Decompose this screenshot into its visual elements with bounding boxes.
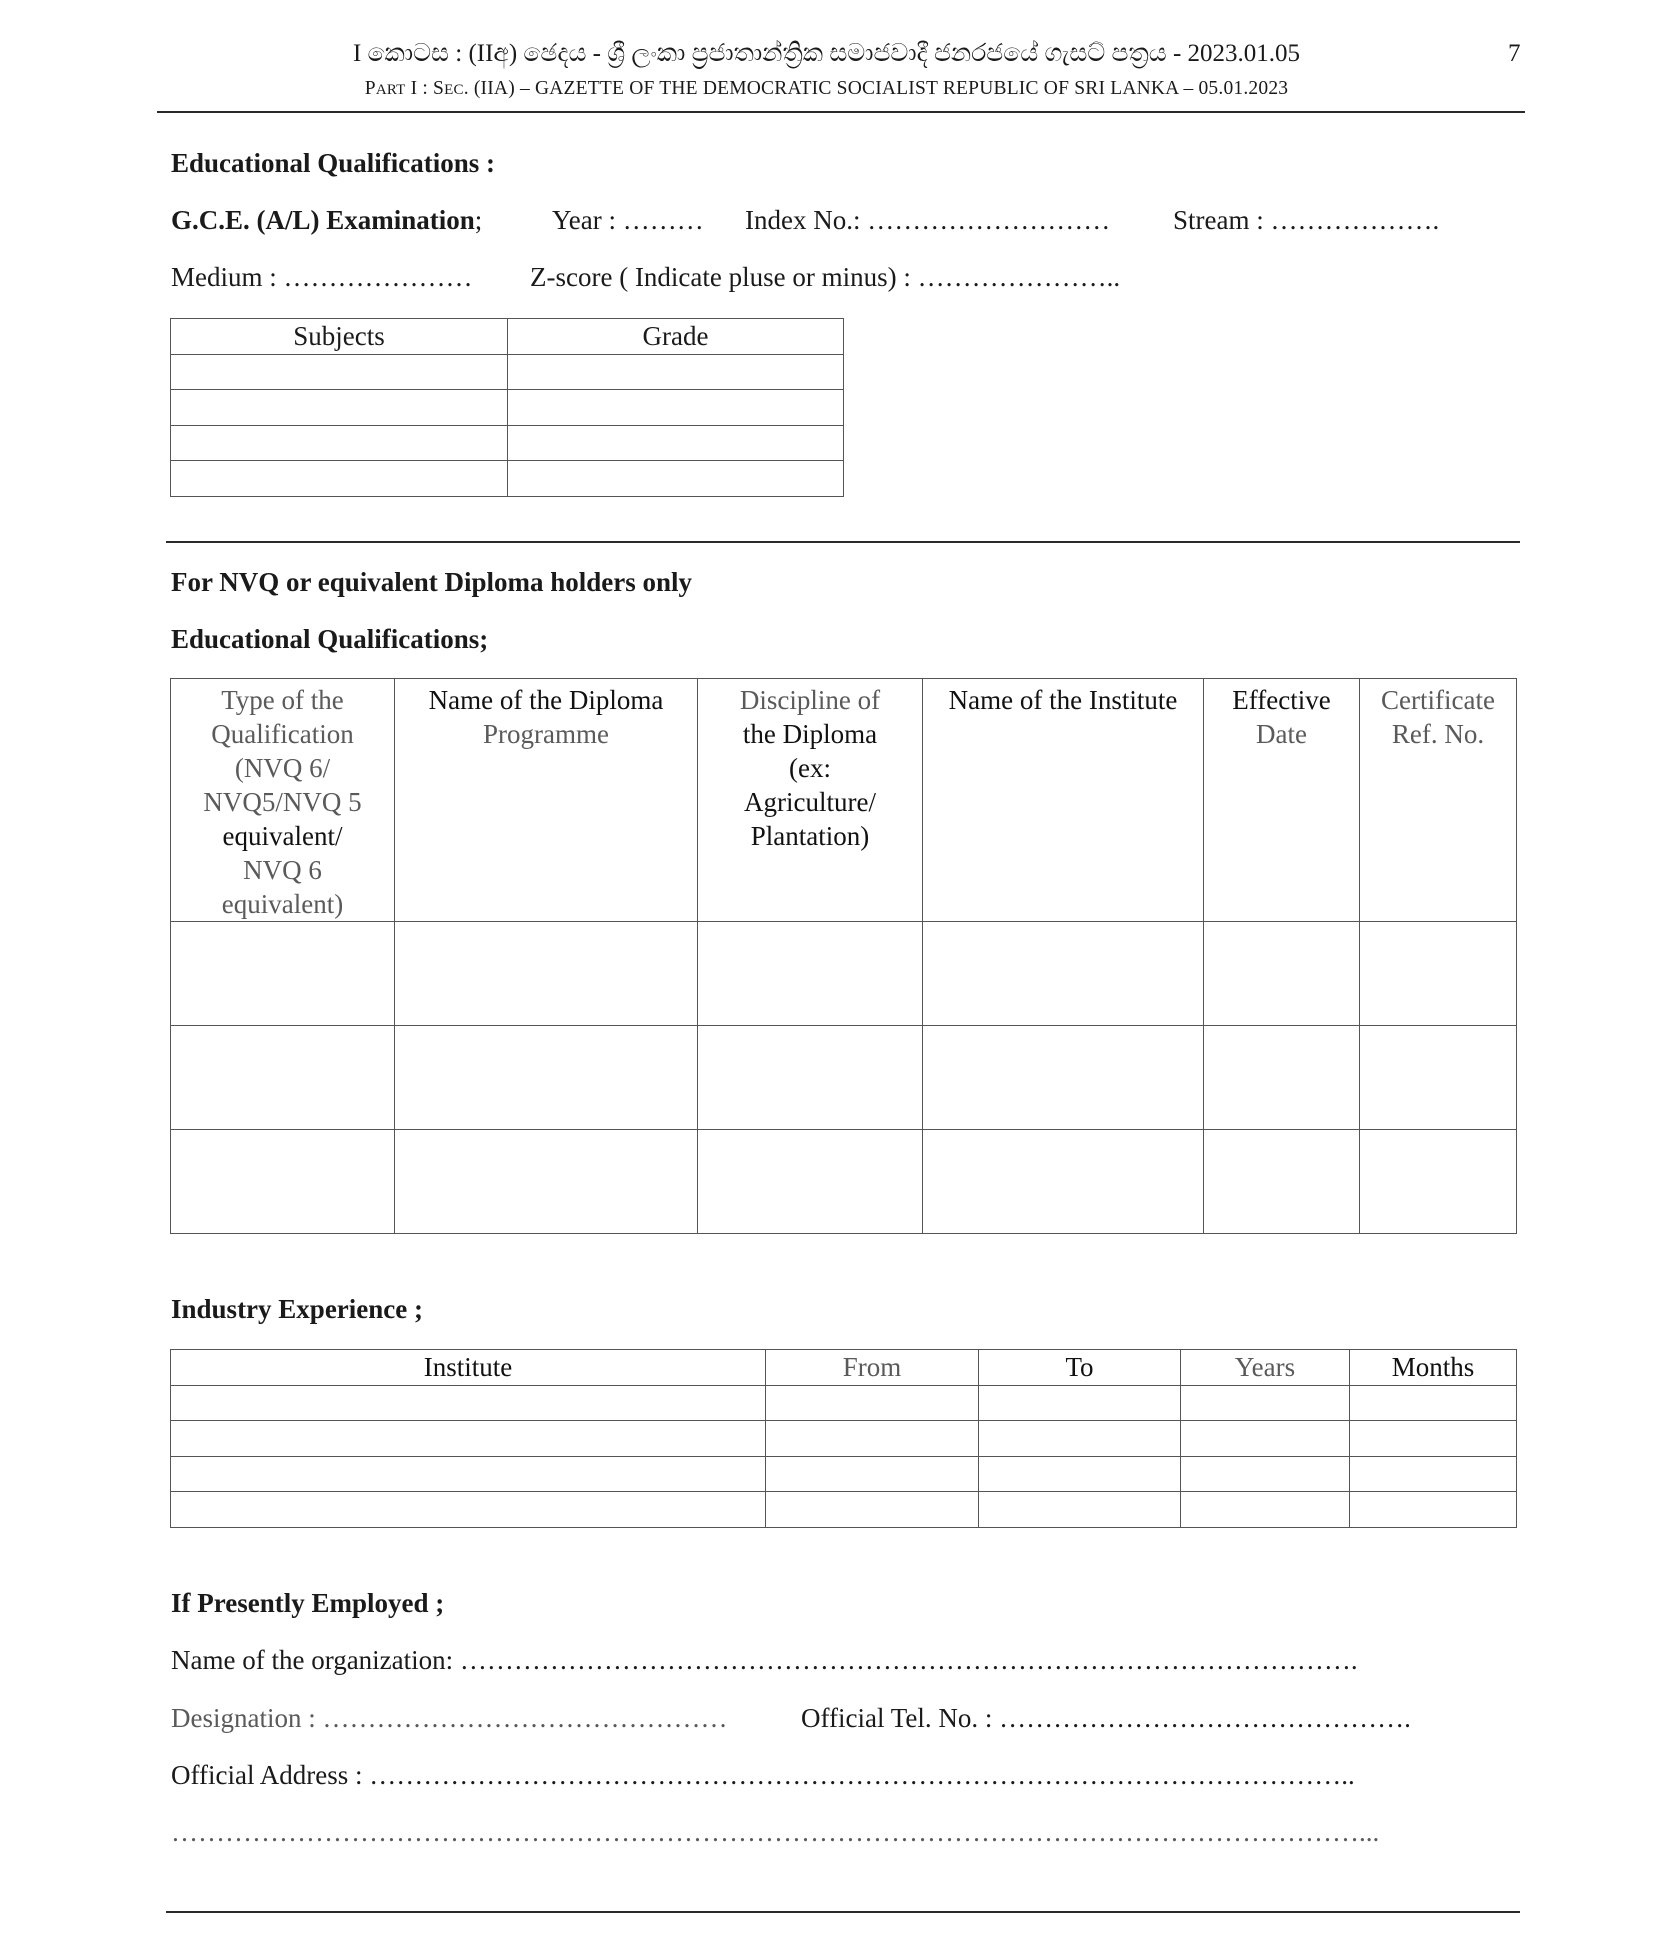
organization-name-field[interactable]: Name of the organization: ………………………………………………………………………………………. (171, 1645, 1358, 1675)
industry-cell[interactable] (171, 1421, 766, 1457)
al-subject-cell[interactable] (171, 426, 508, 461)
al-subject-cell[interactable] (171, 390, 508, 426)
industry-cell[interactable] (766, 1386, 979, 1421)
nvq-cell[interactable] (1204, 922, 1360, 1026)
table-row (171, 1026, 1517, 1130)
industry-cell[interactable] (1350, 1457, 1517, 1492)
official-address-continuation[interactable]: ……………………………………………………………………………………………………………………... (171, 1817, 1380, 1847)
industry-institute-header: Institute (171, 1350, 766, 1386)
al-grade-cell[interactable] (508, 355, 844, 390)
nvq-cell[interactable] (1360, 1026, 1517, 1130)
nvq-institute-header: Name of the Institute (923, 679, 1204, 922)
nvq-section-heading: Educational Qualifications; (171, 624, 489, 654)
nvq-section-title: For NVQ or equivalent Diploma holders only (171, 567, 693, 597)
al-exam-label: G.C.E. (A/L) Examination; (171, 205, 483, 235)
header-rule (157, 111, 1525, 113)
industry-cell[interactable] (979, 1457, 1181, 1492)
employment-section-heading: If Presently Employed ; (171, 1588, 445, 1618)
table-row (171, 390, 844, 426)
al-subject-cell[interactable] (171, 461, 508, 497)
nvq-cell[interactable] (698, 1026, 923, 1130)
industry-cell[interactable] (1181, 1386, 1350, 1421)
industry-cell[interactable] (1350, 1492, 1517, 1528)
nvq-cell[interactable] (698, 1130, 923, 1234)
nvq-cell[interactable] (923, 1026, 1204, 1130)
al-index-field[interactable]: Index No.: ……………………… (745, 205, 1111, 235)
section-divider (166, 541, 1520, 543)
gazette-header-sinhala: I කොටස : (IIඅ) ඡෙදය - ශ්‍රී ලංකා ප්‍රජාතාන්ත්‍රික සමාජවාදී ජනරජයේ ගැසට් පත්‍රය - 2023.01.05 (352, 40, 1301, 67)
nvq-cell[interactable] (171, 1130, 395, 1234)
nvq-discipline-header: Discipline of the Diploma (ex: Agriculture/ Plantation) (698, 679, 923, 922)
industry-cell[interactable] (171, 1386, 766, 1421)
gazette-header-english: PART I : SEC. (IIA) – GAZETTE OF THE DEMOCRATIC SOCIALIST REPUBLIC OF SRI LANKA – 05.01.2023 (364, 78, 1289, 99)
industry-section-heading: Industry Experience ; (171, 1294, 423, 1324)
nvq-cell[interactable] (1204, 1130, 1360, 1234)
nvq-cell[interactable] (395, 1026, 698, 1130)
industry-cell[interactable] (766, 1492, 979, 1528)
footer-rule (166, 1911, 1520, 1913)
nvq-type-header: Type of the Qualification (NVQ 6/ NVQ5/NVQ 5 equivalent/ NVQ 6 equivalent) (171, 679, 395, 922)
industry-to-header: To (979, 1350, 1181, 1386)
nvq-cell[interactable] (1360, 1130, 1517, 1234)
designation-field[interactable]: Designation : ……………………………………… (171, 1703, 728, 1733)
nvq-cell[interactable] (395, 922, 698, 1026)
page-number: 7 (1508, 40, 1521, 67)
nvq-cell[interactable] (171, 922, 395, 1026)
industry-cell[interactable] (1350, 1421, 1517, 1457)
al-subject-cell[interactable] (171, 355, 508, 390)
al-grade-header: Grade (508, 319, 844, 355)
al-subjects-table (170, 318, 844, 497)
industry-cell[interactable] (1181, 1457, 1350, 1492)
nvq-cell[interactable] (395, 1130, 698, 1234)
nvq-cell[interactable] (698, 922, 923, 1026)
industry-cell[interactable] (979, 1492, 1181, 1528)
al-grade-cell[interactable] (508, 390, 844, 426)
industry-months-header: Months (1350, 1350, 1517, 1386)
industry-years-header: Years (1181, 1350, 1350, 1386)
industry-experience-table (170, 1349, 1517, 1528)
nvq-qualifications-table (170, 678, 1517, 1234)
al-section-heading: Educational Qualifications : (171, 148, 496, 178)
al-grade-cell[interactable] (508, 461, 844, 497)
table-row (171, 1421, 1517, 1457)
nvq-diploma-name-header: Name of the Diploma Programme (395, 679, 698, 922)
table-row (171, 1130, 1517, 1234)
nvq-cell[interactable] (1360, 922, 1517, 1026)
table-row (171, 1492, 1517, 1528)
table-row (171, 1457, 1517, 1492)
industry-cell[interactable] (1350, 1386, 1517, 1421)
nvq-certificate-header: Certificate Ref. No. (1360, 679, 1517, 922)
nvq-effective-date-header: Effective Date (1204, 679, 1360, 922)
al-stream-field[interactable]: Stream : ………………. (1173, 205, 1440, 235)
industry-cell[interactable] (171, 1457, 766, 1492)
industry-cell[interactable] (979, 1421, 1181, 1457)
nvq-cell[interactable] (923, 922, 1204, 1026)
table-row (171, 461, 844, 497)
nvq-cell[interactable] (171, 1026, 395, 1130)
al-year-field[interactable]: Year : ……… (552, 205, 704, 235)
industry-cell[interactable] (766, 1457, 979, 1492)
al-zscore-field[interactable]: Z-score ( Indicate pluse or minus) : ………………….. (530, 262, 1121, 292)
industry-cell[interactable] (171, 1492, 766, 1528)
table-row (171, 426, 844, 461)
table-row (171, 1386, 1517, 1421)
industry-cell[interactable] (979, 1386, 1181, 1421)
al-grade-cell[interactable] (508, 426, 844, 461)
industry-cell[interactable] (1181, 1421, 1350, 1457)
official-address-field[interactable]: Official Address : ……………………………………………………………………………………………….. (171, 1760, 1355, 1790)
al-subjects-header: Subjects (171, 319, 508, 355)
table-row (171, 922, 1517, 1026)
industry-from-header: From (766, 1350, 979, 1386)
industry-cell[interactable] (766, 1421, 979, 1457)
official-tel-field[interactable]: Official Tel. No. : ………………………………………. (801, 1703, 1411, 1733)
table-row (171, 355, 844, 390)
nvq-cell[interactable] (1204, 1026, 1360, 1130)
industry-cell[interactable] (1181, 1492, 1350, 1528)
al-medium-field[interactable]: Medium : ………………… (171, 262, 473, 292)
nvq-cell[interactable] (923, 1130, 1204, 1234)
